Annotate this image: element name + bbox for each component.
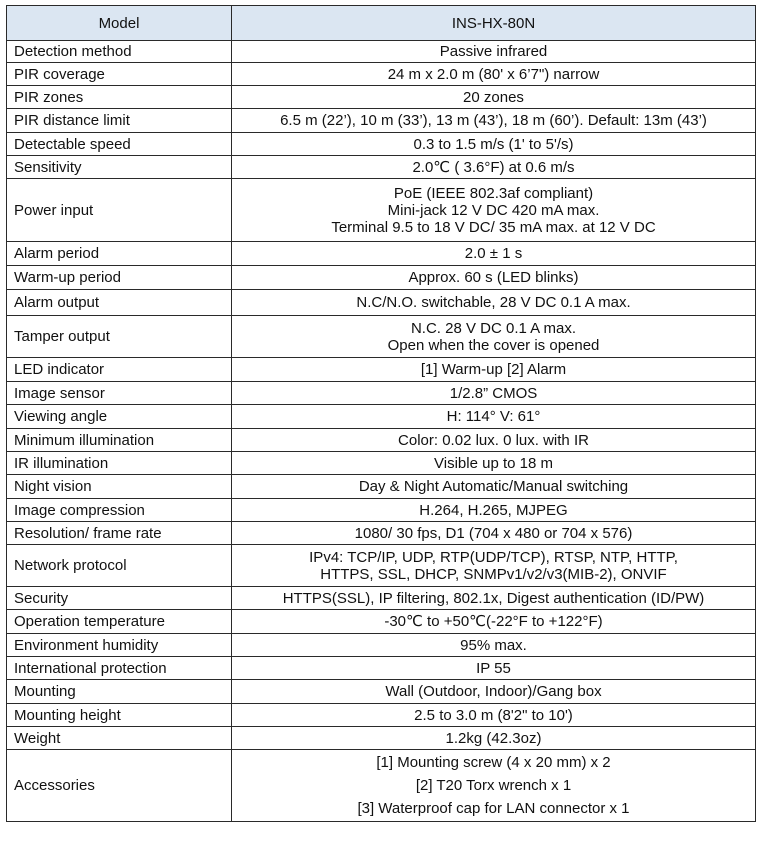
spec-value xyxy=(232,405,756,429)
table-row xyxy=(7,475,756,499)
spec-label: PIR coverage xyxy=(7,63,232,86)
spec-value xyxy=(232,610,756,634)
spec-value xyxy=(232,63,756,86)
spec-value xyxy=(232,750,756,822)
spec-label: Alarm output xyxy=(7,290,232,316)
spec-label: PIR zones xyxy=(7,86,232,109)
table-row xyxy=(7,750,756,822)
table-row xyxy=(7,499,756,522)
spec-value xyxy=(232,634,756,657)
spec-value xyxy=(232,316,756,358)
table-row xyxy=(7,63,756,86)
table-row xyxy=(7,587,756,610)
spec-value xyxy=(232,452,756,475)
spec-label: Minimum illumination xyxy=(7,429,232,452)
spec-value-line: HTTPS, SSL, DHCP, SNMPv1/v2/v3(MIB-2), ONVIF xyxy=(320,565,667,583)
spec-value xyxy=(232,522,756,545)
table-row xyxy=(7,179,756,242)
spec-label: Security xyxy=(7,587,232,610)
spec-value-line: Mini-jack 12 V DC 420 mA max. xyxy=(387,201,600,219)
spec-value-line: 1.2kg (42.3oz) xyxy=(445,729,542,747)
spec-label: Network protocol xyxy=(7,545,232,587)
spec-value xyxy=(232,657,756,680)
spec-value xyxy=(232,727,756,750)
spec-value-line: 0.3 to 1.5 m/s (1' to 5'/s) xyxy=(413,135,574,153)
spec-value-line: HTTPS(SSL), IP filtering, 802.1x, Digest authentication (ID/PW) xyxy=(282,589,705,607)
spec-value xyxy=(232,704,756,727)
table-row xyxy=(7,545,756,587)
spec-label: Accessories xyxy=(7,750,232,822)
table-row xyxy=(7,41,756,63)
spec-value-line: Wall (Outdoor, Indoor)/Gang box xyxy=(385,683,602,700)
table-header xyxy=(7,6,756,41)
spec-value-line: Passive infrared xyxy=(439,43,548,60)
table-row xyxy=(7,704,756,727)
spec-label: Night vision xyxy=(7,475,232,499)
spec-value-line: Terminal 9.5 to 18 V DC/ 35 mA max. at 12 V DC xyxy=(331,218,656,236)
spec-value-line: N.C/N.O. switchable, 28 V DC 0.1 A max. xyxy=(356,294,631,311)
spec-label: Resolution/ frame rate xyxy=(7,522,232,545)
spec-value-line: Color: 0.02 lux. 0 lux. with IR xyxy=(398,431,589,449)
spec-value-line: Approx. 60 s (LED blinks) xyxy=(408,269,579,286)
spec-value-line: H.264, H.265, MJPEG xyxy=(419,501,568,519)
spec-value-line: IPv4: TCP/IP, UDP, RTP(UDP/TCP), RTSP, NTP, HTTP, xyxy=(309,548,678,566)
table-row xyxy=(7,680,756,704)
spec-value xyxy=(232,109,756,133)
table-row xyxy=(7,405,756,429)
table-row xyxy=(7,266,756,290)
spec-value-line: [1] Mounting screw (4 x 20 mm) x 2 xyxy=(376,754,611,771)
header-model-name: INS-HX-80N xyxy=(232,6,756,41)
table-row xyxy=(7,610,756,634)
spec-label: Mounting height xyxy=(7,704,232,727)
spec-value-line: Open when the cover is opened xyxy=(387,336,600,354)
spec-value-line: Visible up to 18 m xyxy=(434,454,553,472)
table-row xyxy=(7,634,756,657)
spec-label: Image sensor xyxy=(7,382,232,405)
table-row xyxy=(7,109,756,133)
table-row xyxy=(7,242,756,266)
spec-label: Warm-up period xyxy=(7,266,232,290)
spec-value xyxy=(232,358,756,382)
spec-value-line: -30℃ to +50℃(-22°F to +122°F) xyxy=(384,613,603,630)
spec-value-line: 24 m x 2.0 m (80' x 6’7") narrow xyxy=(387,65,600,83)
spec-value xyxy=(232,499,756,522)
spec-value xyxy=(232,475,756,499)
spec-value-line: 1080/ 30 fps, D1 (704 x 480 or 704 x 576) xyxy=(354,524,633,542)
spec-value xyxy=(232,382,756,405)
table-row xyxy=(7,290,756,316)
spec-value-line: [2] T20 Torx wrench x 1 xyxy=(415,777,572,794)
spec-value xyxy=(232,41,756,63)
spec-value xyxy=(232,266,756,290)
spec-value-line: N.C. 28 V DC 0.1 A max. xyxy=(410,319,577,337)
spec-label: Power input xyxy=(7,179,232,242)
table-row xyxy=(7,133,756,156)
header-model-label: Model xyxy=(7,6,232,41)
spec-value-line: 20 zones xyxy=(463,88,524,106)
header-row xyxy=(7,6,756,41)
spec-label: Sensitivity xyxy=(7,156,232,179)
spec-label: Tamper output xyxy=(7,316,232,358)
spec-label: Environment humidity xyxy=(7,634,232,657)
spec-table xyxy=(6,5,756,822)
spec-label: Alarm period xyxy=(7,242,232,266)
spec-label: Detectable speed xyxy=(7,133,232,156)
table-body xyxy=(7,41,756,822)
spec-label: Viewing angle xyxy=(7,405,232,429)
spec-label: Mounting xyxy=(7,680,232,704)
table-row xyxy=(7,382,756,405)
table-row xyxy=(7,316,756,358)
spec-label: Operation temperature xyxy=(7,610,232,634)
spec-value-line: 2.0℃ ( 3.6°F) at 0.6 m/s xyxy=(412,158,575,176)
spec-label: Detection method xyxy=(7,41,232,63)
spec-label: Image compression xyxy=(7,499,232,522)
table-row xyxy=(7,156,756,179)
spec-value-line: 2.5 to 3.0 m (8'2" to 10') xyxy=(414,706,573,724)
spec-value xyxy=(232,133,756,156)
spec-value xyxy=(232,179,756,242)
spec-label: LED indicator xyxy=(7,358,232,382)
table-row xyxy=(7,429,756,452)
spec-value-line: [3] Waterproof cap for LAN connector x 1 xyxy=(357,800,630,817)
table-row xyxy=(7,657,756,680)
spec-value xyxy=(232,86,756,109)
table-row xyxy=(7,727,756,750)
spec-value-line: 2.0 ± 1 s xyxy=(464,245,523,262)
table-row xyxy=(7,452,756,475)
spec-value xyxy=(232,429,756,452)
spec-value xyxy=(232,545,756,587)
table-row xyxy=(7,86,756,109)
spec-label: Weight xyxy=(7,727,232,750)
spec-label: PIR distance limit xyxy=(7,109,232,133)
spec-value xyxy=(232,290,756,316)
spec-value-line: [1] Warm-up [2] Alarm xyxy=(420,361,567,378)
spec-value-line: IP 55 xyxy=(476,659,511,677)
spec-value-line: PoE (IEEE 802.3af compliant) xyxy=(393,184,594,202)
spec-value-line: Day & Night Automatic/Manual switching xyxy=(358,478,629,495)
spec-value xyxy=(232,156,756,179)
spec-value xyxy=(232,242,756,266)
spec-value-line: 1/2.8” CMOS xyxy=(449,384,538,402)
table-row xyxy=(7,358,756,382)
spec-value-line: 95% max. xyxy=(460,636,527,654)
spec-value-line: 6.5 m (22’), 10 m (33’), 13 m (43’), 18 m (60’). Default: 13m (43’) xyxy=(280,112,707,129)
spec-value-line: H: 114° V: 61° xyxy=(446,408,541,425)
spec-value xyxy=(232,680,756,704)
spec-value xyxy=(232,587,756,610)
spec-label: International protection xyxy=(7,657,232,680)
spec-label: IR illumination xyxy=(7,452,232,475)
table-row xyxy=(7,522,756,545)
